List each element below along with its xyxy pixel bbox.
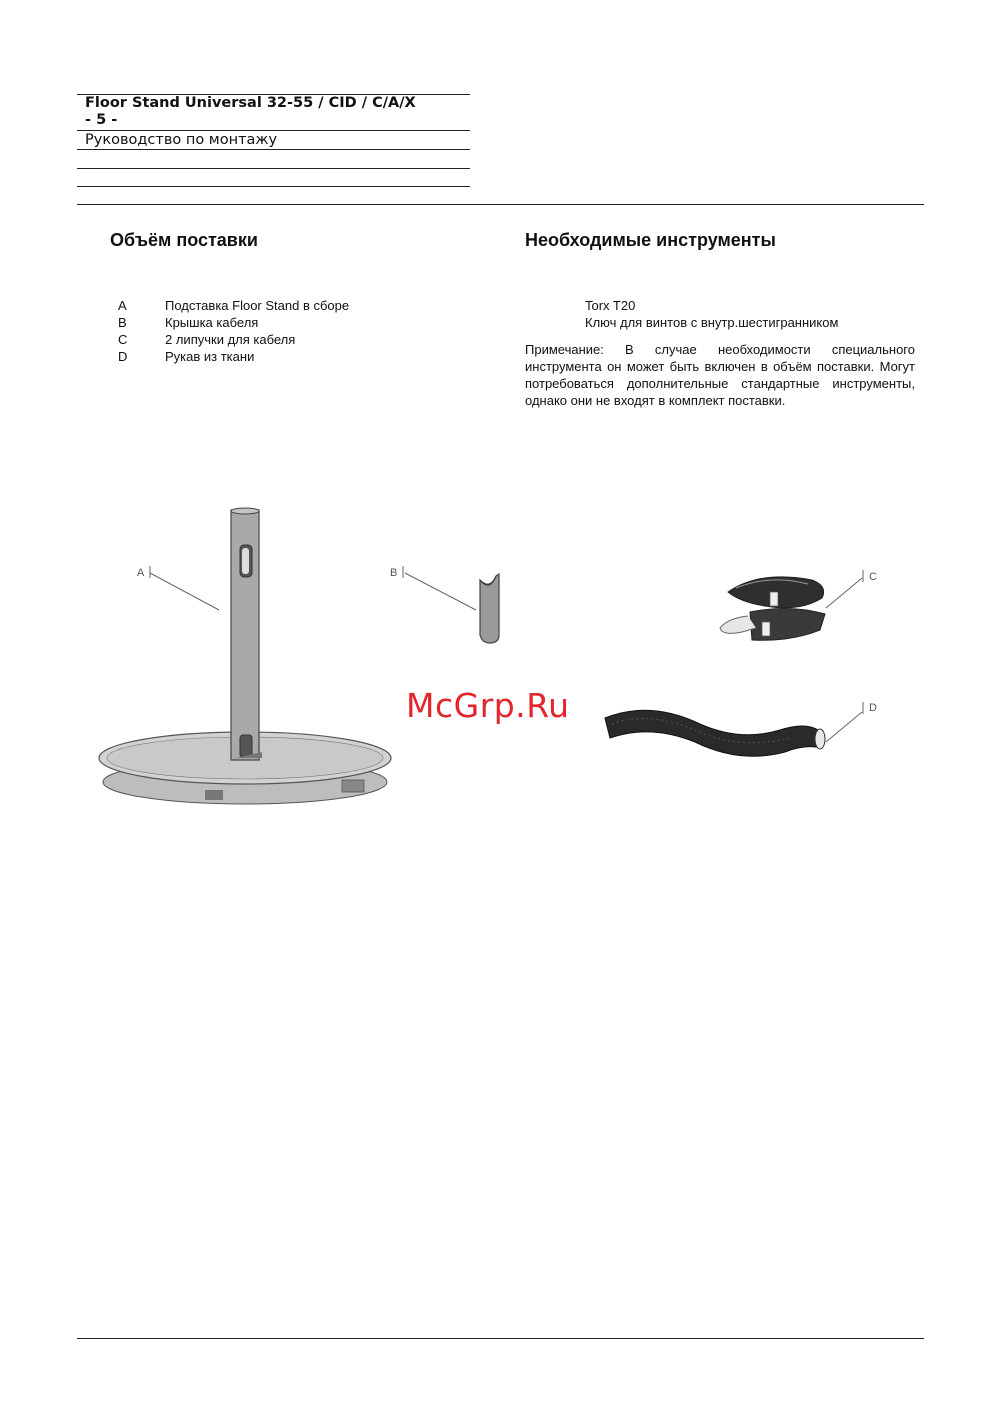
item-text: Подставка Floor Stand в сборе bbox=[165, 298, 350, 313]
page-number: - 5 - bbox=[85, 112, 118, 128]
watermark-text: McGrp.Ru bbox=[406, 686, 570, 725]
header-line bbox=[77, 149, 470, 150]
tool-item: Ключ для винтов с внутр.шестигранником bbox=[585, 315, 839, 330]
callout-a: A bbox=[137, 567, 145, 579]
item-text: 2 липучки для кабеля bbox=[165, 332, 296, 347]
scope-list bbox=[118, 297, 349, 365]
item-key: C bbox=[118, 332, 128, 347]
fabric-sleeve-drawing bbox=[605, 702, 863, 756]
callout-d: D bbox=[869, 702, 877, 714]
callout-c: C bbox=[869, 571, 877, 583]
header-line bbox=[77, 130, 470, 131]
list-item bbox=[118, 331, 349, 348]
item-key: B bbox=[118, 315, 127, 330]
document-subtitle: Руководство по монтажу bbox=[85, 132, 278, 148]
item-text: Крышка кабеля bbox=[165, 315, 259, 330]
header-line bbox=[77, 186, 470, 187]
document-title: Floor Stand Universal 32-55 / CID / C/A/X bbox=[85, 95, 416, 111]
parts-illustration bbox=[0, 490, 1000, 820]
list-item bbox=[118, 297, 349, 314]
floor-stand-drawing bbox=[99, 508, 391, 804]
item-key: D bbox=[118, 349, 128, 364]
list-item bbox=[118, 314, 349, 331]
item-key: A bbox=[118, 298, 127, 313]
tools-heading: Необходимые инструменты bbox=[525, 230, 776, 250]
footer-divider bbox=[77, 1338, 924, 1339]
callout-b: B bbox=[390, 567, 398, 579]
list-item bbox=[118, 348, 349, 365]
tools-note: Примечание: В случае необходимости специального инструмента он может быть включен в объём поставки. Могут потребоваться дополнительные стандартные инструменты, однако они не входят в комплект поставки. bbox=[525, 342, 915, 408]
section-divider bbox=[77, 204, 924, 205]
tools-list bbox=[585, 297, 838, 331]
header-line bbox=[77, 168, 470, 169]
item-text: Рукав из ткани bbox=[165, 349, 255, 364]
velcro-straps-drawing bbox=[720, 570, 863, 640]
cable-cover-drawing bbox=[403, 566, 499, 643]
tool-item: Torx T20 bbox=[585, 298, 636, 313]
scope-heading: Объём поставки bbox=[110, 230, 258, 250]
